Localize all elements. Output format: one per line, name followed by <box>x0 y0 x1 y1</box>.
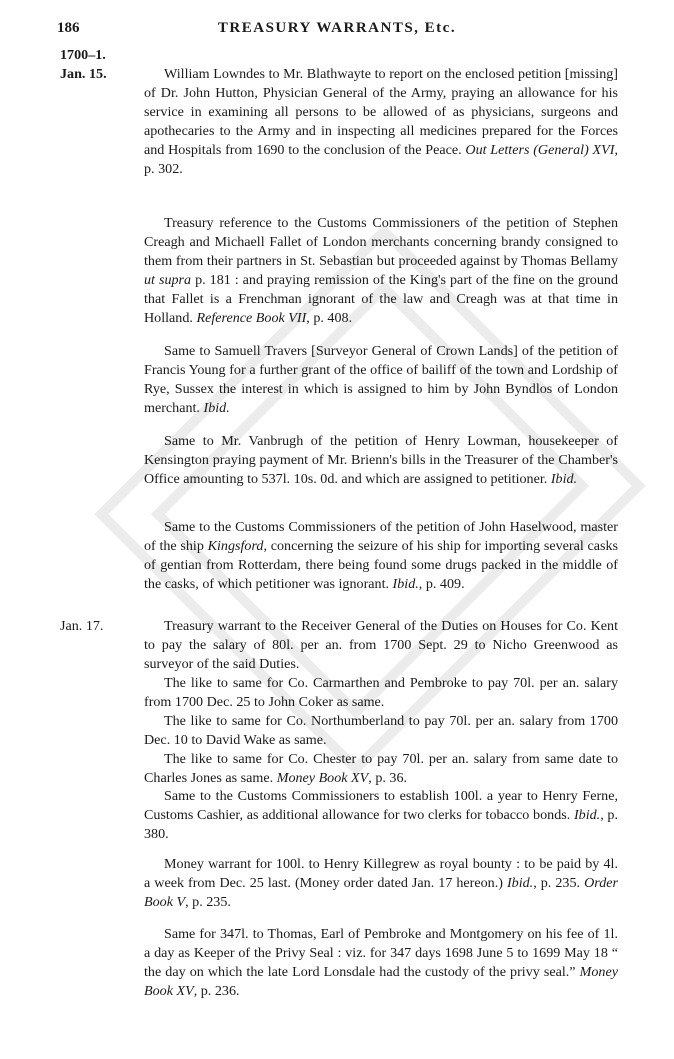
warrant-line: The like to same for Co. Carmarthen and Pembroke to pay 70l. per an. salary from 1700 Dec. 25 to John Coker as same. <box>144 675 618 710</box>
entry-lowndes-blathwayte <box>144 65 618 179</box>
warrant-line: The like to same for Co. Northumberland to pay 70l. per an. salary from 1700 Dec. 10 to David Wake as same. <box>144 713 618 748</box>
entry-text: Same to the Customs Commissioners of the petition of John Haselwood, master of the ship <box>144 519 618 554</box>
entry-text: Same to the Customs Commissioners to establish 100l. a year to Henry Ferne, Customs Cashier, as additional allowance for two clerks for tobacco bonds. <box>144 788 618 823</box>
entry-haselwood-kingsford <box>144 518 618 594</box>
entry-reference-tail: , p. 302. <box>144 142 618 177</box>
margin-date-jan-17: Jan. 17. <box>60 618 104 634</box>
running-title: TREASURY WARRANTS, Etc. <box>217 20 457 36</box>
entry-houses-duties-warrants <box>144 617 618 788</box>
entry-reference: Ibid. <box>506 875 534 891</box>
entry-reference-tail: , p. 408. <box>306 310 353 326</box>
entry-text: William Lowndes to Mr. Blathwayte to report on the enclosed petition [missing] of Dr. John Hutton, Physician General of the Army, praying an allowance for his service in examining all persons to be allowed of as physicians, surgeons and apothecaries to the Army and in inspecting all medicines prepared for the Forces and Hospitals from 1690 to the conclusion of the Peace. <box>144 66 618 158</box>
warrant-line: Treasury warrant to the Receiver General of the Duties on Houses for Co. Kent to pay the salary of 80l. per an. from 1700 Sept. 29 to Nicho Greenwood as surveyor of the said Duties. <box>144 618 618 672</box>
entry-ferne-cashier <box>144 787 618 844</box>
warrant-line: The like to same for Co. Chester to pay 70l. per an. salary from same date to Charles Jones as same. <box>144 751 618 786</box>
entry-reference-tail: , p. 235. <box>533 875 581 891</box>
entry-reference-tail: , p. 236. <box>193 983 240 999</box>
page-header <box>57 20 617 44</box>
entry-reference: Out Letters (General) XVI <box>465 142 615 158</box>
entry-killegrew-bounty <box>144 855 618 912</box>
entry-text: Same to Samuell Travers [Surveyor General of Crown Lands] of the petition of Francis Young for a further grant of the office of bailiff of the town and Lordship of Rye, Sussex the interest in which is assigned to him by John Byndlos of London merchant. <box>144 343 618 416</box>
entry-text-cont: p. 181 : and praying remission of the King's part of the fine on the ground that Fallet is a Frenchman ignorant of the law and Creagh was at that time in Holland. <box>144 272 618 326</box>
entry-travers-young <box>144 342 618 418</box>
entry-ut-supra: ut supra <box>144 272 192 288</box>
entry-text: Same to Mr. Vanbrugh of the petition of Henry Lowman, housekeeper of Kensington praying payment of Mr. Brienn's bills in the Treasurer of the Chamber's Office amounting to 537l. 10s. 0d. and which are assigned to petitioner. <box>144 433 618 487</box>
entry-text: Treasury reference to the Customs Commissioners of the petition of Stephen Creagh and Michaell Fallet of London merchants concerning brandy consigned to them from their partners in St. Sebastian but proceeded against by Thomas Bellamy <box>144 215 618 269</box>
margin-date-jan-15: Jan. 15. <box>60 66 107 82</box>
entry-reference-tail: , p. 409. <box>418 576 465 592</box>
entry-reference-2: Order Book V <box>144 875 618 910</box>
entry-reference: Ibid. <box>573 807 601 823</box>
page-number: 186 <box>57 20 80 36</box>
margin-year: 1700–1. <box>60 47 106 63</box>
entry-text-cont: , concerning the seizure of his ship for importing several casks of gentian from Rotterdam, there being found some drugs packed in the middle of the casks, of which petitioner was ignorant. <box>144 538 619 592</box>
entry-reference: Reference Book VII <box>196 310 307 326</box>
entry-vanbrugh-lowman <box>144 432 618 489</box>
entry-creagh-fallet <box>144 214 618 328</box>
entry-text: Same for 347l. to Thomas, Earl of Pembroke and Montgomery on his fee of 1l. a day as Keeper of the Privy Seal : viz. for 347 days 1698 June 5 to 1699 May 18 “ the day on which the late Lord Lonsdale had the custody of the privy seal.” <box>144 926 618 980</box>
entry-reference: Money Book XV <box>276 770 369 786</box>
entry-text: Money warrant for 100l. to Henry Killegrew as royal bounty : to be paid by 4l. a week from Dec. 25 last. (Money order dated Jan. 17 hereon.) <box>144 856 618 891</box>
entry-reference-tail: , p. 380. <box>144 807 618 842</box>
entry-reference-tail: , p. 36. <box>368 770 408 786</box>
entry-reference: Ibid. <box>550 471 578 487</box>
entry-reference: Ibid. <box>392 576 419 592</box>
entry-pembroke-privy-seal <box>144 925 618 1001</box>
entry-ship-name: Kingsford <box>207 538 264 554</box>
entry-reference-tail: , p. 235. <box>185 894 231 910</box>
entry-reference: Money Book XV <box>144 964 618 999</box>
entry-reference: Ibid. <box>203 400 230 416</box>
